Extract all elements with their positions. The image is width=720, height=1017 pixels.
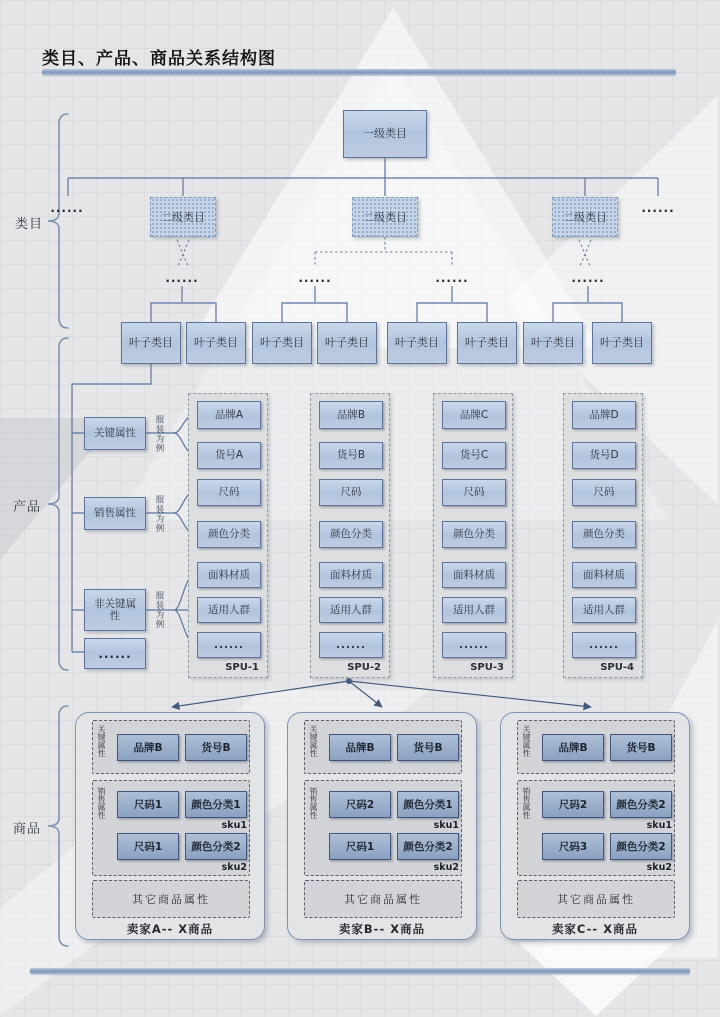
seller-c-caption: 卖家C-- X商品 xyxy=(551,922,639,936)
seller-b-other-group xyxy=(304,880,462,918)
section-label-product: 产品 xyxy=(12,500,41,515)
spu2-item-itemno: 货号B xyxy=(319,442,383,469)
leaf-category-box-7: 叶子类目 xyxy=(523,322,583,364)
seller-b-sku1-size-box: 尺码2 xyxy=(329,791,391,818)
spu1-item-brand: 品牌A xyxy=(197,401,261,429)
section-label-catalog: 类目 xyxy=(14,217,43,232)
ellipsis-right: ...... xyxy=(641,201,675,215)
seller-a-key-group-label: 关键属性 xyxy=(97,725,106,757)
page-title: 类目、产品、商品关系结构图 xyxy=(42,49,276,69)
seller-c-other-group xyxy=(517,880,675,918)
spu1-item-audience: 适用人群 xyxy=(197,597,261,623)
seller-a-sku1-color-box: 颜色分类1 xyxy=(185,791,247,818)
leaf-category-box-3: 叶子类目 xyxy=(252,322,312,364)
title-underline-bar xyxy=(42,69,676,75)
spu2-item-audience: 适用人群 xyxy=(319,597,383,623)
seller-c-itemno-box: 货号B xyxy=(610,734,672,761)
spu3-item-color: 颜色分类 xyxy=(442,521,506,548)
spu2-item-size: 尺码 xyxy=(319,479,383,506)
seller-a-box xyxy=(75,712,265,940)
seller-c-sku2-tag: sku2 xyxy=(646,862,672,873)
seller-a-itemno-box: 货号B xyxy=(185,734,247,761)
seller-c-sales-group xyxy=(517,780,675,876)
seller-c-sku1-size-box: 尺码2 xyxy=(542,791,604,818)
seller-a-caption: 卖家A-- X商品 xyxy=(126,922,214,936)
seller-b-brand-box: 品牌B xyxy=(329,734,391,761)
spu1-item-color: 颜色分类 xyxy=(197,521,261,548)
seller-c-box xyxy=(500,712,690,940)
example-note-sales: 服装为例 xyxy=(154,495,164,533)
spu-column-2 xyxy=(310,393,390,678)
spu1-item-ellipsis: ...... xyxy=(197,632,261,658)
spu-to-seller-arrows xyxy=(172,678,591,707)
seller-a-other-group xyxy=(92,880,250,918)
level2-category-box-2: 二级类目 xyxy=(352,197,418,237)
ellipsis-group-1: ...... xyxy=(165,271,199,285)
seller-a-other-label: 其它商品属性 xyxy=(132,893,210,906)
footer-bar xyxy=(30,968,690,974)
level2-category-box-3: 二级类目 xyxy=(552,197,618,237)
ellipsis-left: ...... xyxy=(50,201,84,215)
spu4-item-audience: 适用人群 xyxy=(572,597,636,623)
seller-b-sku2-color-box: 颜色分类2 xyxy=(397,833,459,860)
ellipsis-group-2: ...... xyxy=(298,271,332,285)
seller-b-sku2-tag: sku2 xyxy=(433,862,459,873)
section-braces xyxy=(48,114,68,946)
seller-c-key-group-label: 关键属性 xyxy=(522,725,531,757)
seller-c-key-group xyxy=(517,720,675,774)
spu3-item-audience: 适用人群 xyxy=(442,597,506,623)
spu3-item-fabric: 面料材质 xyxy=(442,562,506,588)
spu2-item-ellipsis: ...... xyxy=(319,632,383,658)
seller-b-sales-group-label: 销售属性 xyxy=(309,787,318,819)
seller-a-key-group xyxy=(92,720,250,774)
spu4-item-fabric: 面料材质 xyxy=(572,562,636,588)
spu-column-3 xyxy=(433,393,513,678)
leaf-category-box-6: 叶子类目 xyxy=(457,322,517,364)
attr-box-sales: 销售属性 xyxy=(84,497,146,530)
leaf-category-box-2: 叶子类目 xyxy=(186,322,246,364)
spu1-item-itemno: 货号A xyxy=(197,442,261,469)
seller-c-brand-box: 品牌B xyxy=(542,734,604,761)
spu4-item-brand: 品牌D xyxy=(572,401,636,429)
seller-b-caption: 卖家B-- X商品 xyxy=(338,922,426,936)
seller-a-brand-box: 品牌B xyxy=(117,734,179,761)
spu-column-4 xyxy=(563,393,643,678)
spu1-item-size: 尺码 xyxy=(197,479,261,506)
spu2-name: SPU-2 xyxy=(347,662,381,673)
catalog-dashed-connectors xyxy=(177,237,591,267)
seller-b-key-group xyxy=(304,720,462,774)
ellipsis-group-4: ...... xyxy=(571,271,605,285)
seller-b-itemno-box: 货号B xyxy=(397,734,459,761)
spu1-name: SPU-1 xyxy=(225,662,259,673)
seller-b-other-label: 其它商品属性 xyxy=(344,893,422,906)
seller-c-sku1-tag: sku1 xyxy=(646,820,672,831)
attr-box-nonkey: 非关键属性 xyxy=(84,589,146,631)
leaf-category-box-8: 叶子类目 xyxy=(592,322,652,364)
seller-a-sales-group-label: 销售属性 xyxy=(97,787,106,819)
spu4-name: SPU-4 xyxy=(600,662,634,673)
spu4-item-itemno: 货号D xyxy=(572,442,636,469)
spu4-item-size: 尺码 xyxy=(572,479,636,506)
seller-b-key-group-label: 关键属性 xyxy=(309,725,318,757)
spu3-name: SPU-3 xyxy=(470,662,504,673)
spu2-item-brand: 品牌B xyxy=(319,401,383,429)
seller-b-sku2-size-box: 尺码1 xyxy=(329,833,391,860)
spu3-item-brand: 品牌C xyxy=(442,401,506,429)
attr-box-ellipsis: ...... xyxy=(84,638,146,669)
spu3-item-itemno: 货号C xyxy=(442,442,506,469)
seller-b-sku1-color-box: 颜色分类1 xyxy=(397,791,459,818)
seller-c-other-label: 其它商品属性 xyxy=(557,893,635,906)
spu4-item-color: 颜色分类 xyxy=(572,521,636,548)
spu-column-1 xyxy=(188,393,268,678)
level2-category-box-1: 二级类目 xyxy=(150,197,216,237)
leaf-category-box-1: 叶子类目 xyxy=(121,322,181,364)
example-note-nonkey: 服装为例 xyxy=(154,591,164,629)
spu2-item-fabric: 面料材质 xyxy=(319,562,383,588)
ellipsis-group-3: ...... xyxy=(435,271,469,285)
seller-a-sku1-tag: sku1 xyxy=(221,820,247,831)
level1-category-box: 一级类目 xyxy=(343,110,427,158)
spu4-item-ellipsis: ...... xyxy=(572,632,636,658)
seller-c-sku2-size-box: 尺码3 xyxy=(542,833,604,860)
seller-c-sku2-color-box: 颜色分类2 xyxy=(610,833,672,860)
catalog-tree-connectors xyxy=(68,158,658,322)
spu1-item-fabric: 面料材质 xyxy=(197,562,261,588)
seller-c-sku1-color-box: 颜色分类2 xyxy=(610,791,672,818)
spu3-item-size: 尺码 xyxy=(442,479,506,506)
spu3-item-ellipsis: ...... xyxy=(442,632,506,658)
seller-b-sku1-tag: sku1 xyxy=(433,820,459,831)
seller-a-sku2-size-box: 尺码1 xyxy=(117,833,179,860)
leaf-category-box-4: 叶子类目 xyxy=(317,322,377,364)
example-note-key: 服装为例 xyxy=(154,415,164,453)
seller-a-sku2-tag: sku2 xyxy=(221,862,247,873)
seller-c-sales-group-label: 销售属性 xyxy=(522,787,531,819)
seller-a-sales-group xyxy=(92,780,250,876)
seller-b-box xyxy=(287,712,477,940)
section-label-commodity: 商品 xyxy=(12,822,41,837)
attr-box-key: 关键属性 xyxy=(84,417,146,450)
spu2-item-color: 颜色分类 xyxy=(319,521,383,548)
seller-b-sales-group xyxy=(304,780,462,876)
seller-a-sku1-size-box: 尺码1 xyxy=(117,791,179,818)
leaf-category-box-5: 叶子类目 xyxy=(387,322,447,364)
seller-a-sku2-color-box: 颜色分类2 xyxy=(185,833,247,860)
